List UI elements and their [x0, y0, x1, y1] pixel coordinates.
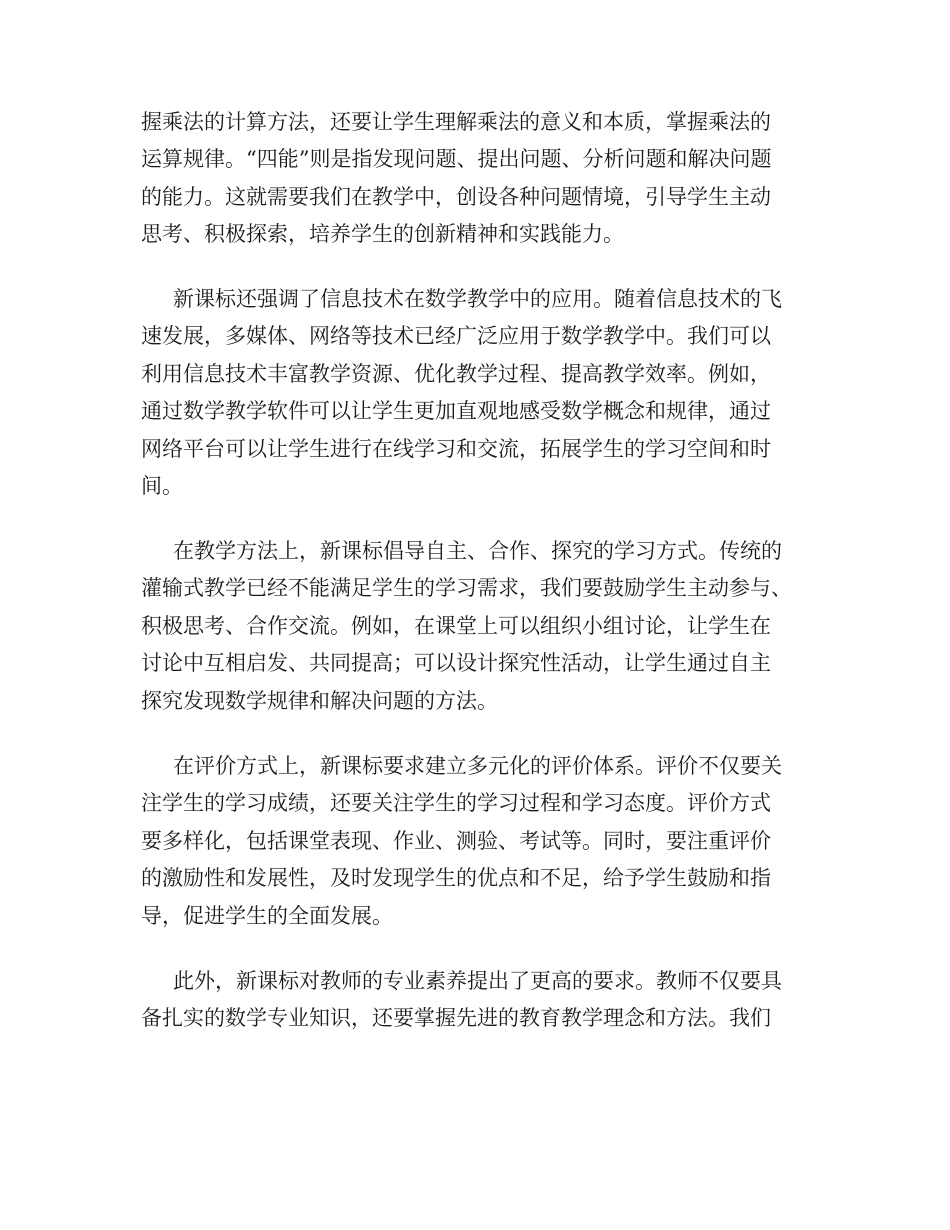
text-line: 在教学方法上，新课标倡导自主、合作、探究的学习方式。传统的 [173, 539, 782, 563]
text-line: 积极思考、合作交流。例如，在课堂上可以组织小组讨论，让学生在 [141, 614, 771, 638]
text-line: 新课标还强调了信息技术在数学教学中的应用。随着信息技术的飞 [173, 287, 782, 311]
text-line: 利用信息技术丰富教学资源、优化教学过程、提高教学效率。例如， [141, 362, 771, 386]
text-line: 速发展，多媒体、网络等技术已经广泛应用于数学教学中。我们可以 [141, 324, 771, 348]
text-line: 此外，新课标对教师的专业素养提出了更高的要求。教师不仅要具 [173, 969, 782, 993]
text-line: 讨论中互相启发、共同提高；可以设计探究性活动，让学生通过自主 [141, 651, 771, 675]
text-line: 的激励性和发展性，及时发现学生的优点和不足，给予学生鼓励和指 [141, 866, 771, 890]
text-line: 握乘法的计算方法，还要让学生理解乘法的意义和本质，掌握乘法的 [141, 110, 771, 134]
text-line: 灌输式教学已经不能满足学生的学习需求，我们要鼓励学生主动参与、 [141, 576, 792, 600]
text-line: 注学生的学习成绩，还要关注学生的学习过程和学习态度。评价方式 [141, 791, 771, 815]
text-line: 运算规律。“四能”则是指发现问题、提出问题、分析问题和解决问题 [141, 147, 772, 171]
text-line: 在评价方式上，新课标要求建立多元化的评价体系。评价不仅要关 [173, 754, 782, 778]
text-line: 的能力。这就需要我们在教学中，创设各种问题情境，引导学生主动 [141, 185, 771, 209]
text-line: 通过数学教学软件可以让学生更加直观地感受数学概念和规律，通过 [141, 399, 771, 423]
text-line: 间。 [141, 474, 183, 498]
text-line: 备扎实的数学专业知识，还要掌握先进的教育教学理念和方法。我们 [141, 1006, 771, 1030]
text-line: 思考、积极探索，培养学生的创新精神和实践能力。 [141, 222, 624, 246]
text-line: 要多样化，包括课堂表现、作业、测验、考试等。同时，要注重评价 [141, 829, 771, 853]
text-line: 网络平台可以让学生进行在线学习和交流，拓展学生的学习空间和时 [141, 437, 771, 461]
text-line: 探究发现数学规律和解决问题的方法。 [141, 689, 498, 713]
text-line: 导，促进学生的全面发展。 [141, 904, 393, 928]
